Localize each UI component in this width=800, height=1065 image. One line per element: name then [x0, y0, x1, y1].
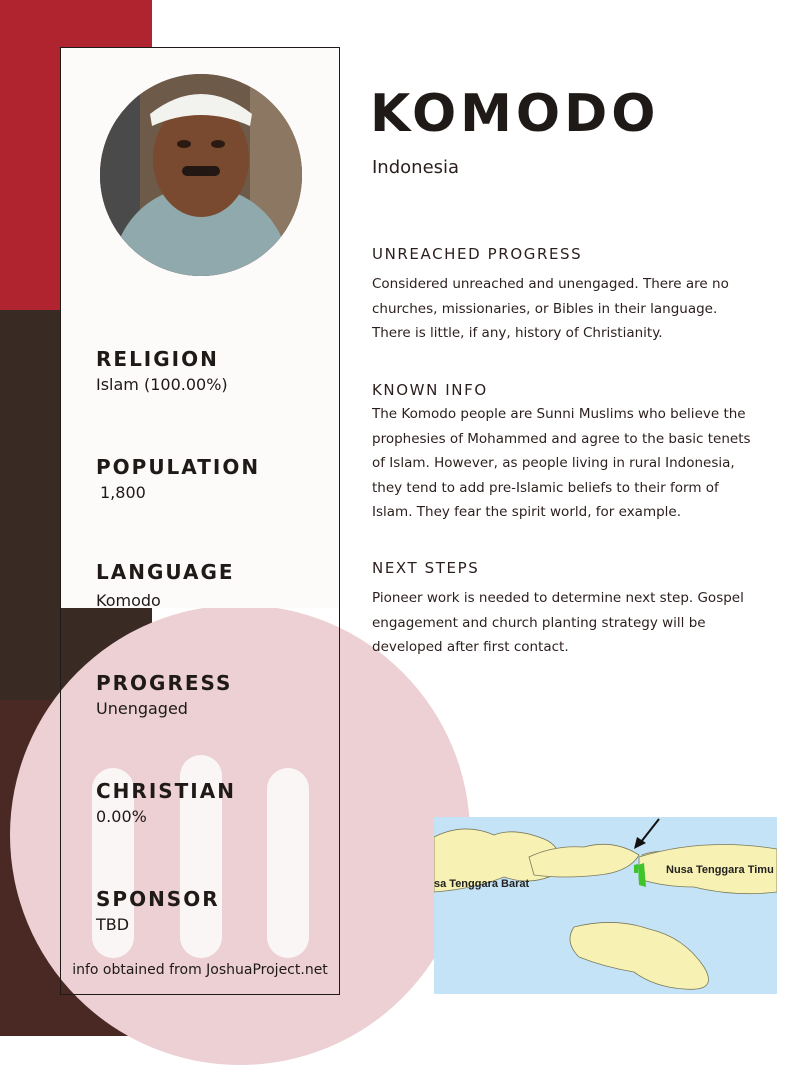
location-map	[434, 817, 777, 994]
language-label: LANGUAGE	[96, 560, 235, 584]
portrait-photo	[100, 74, 302, 276]
progress-label: PROGRESS	[96, 671, 233, 695]
sponsor-label: SPONSOR	[96, 887, 220, 911]
unreached-progress-text: Considered unreached and unengaged. There are no churches, missionaries, or Bibles in their language. There is little, if any, history of Christianity.	[372, 276, 729, 341]
page-title: KOMODO	[370, 84, 660, 144]
known-info-heading: KNOWN INFO	[372, 381, 488, 399]
religion-label: RELIGION	[96, 347, 219, 371]
sponsor-value: TBD	[96, 915, 130, 934]
christian-label: CHRISTIAN	[96, 779, 236, 803]
next-steps-heading: NEXT STEPS	[372, 559, 480, 577]
map-label-east: Nusa Tenggara Timu	[666, 864, 774, 876]
language-value: Komodo	[96, 591, 161, 610]
country-subtitle: Indonesia	[372, 157, 460, 178]
religion-value: Islam (100.00%)	[96, 375, 228, 394]
population-label: POPULATION	[96, 455, 261, 479]
population-value: 1,800	[100, 483, 146, 502]
source-credit: info obtained from JoshuaProject.net	[72, 962, 328, 978]
unreached-progress-heading: UNREACHED PROGRESS	[372, 245, 583, 263]
christian-value: 0.00%	[96, 807, 147, 826]
progress-value: Unengaged	[96, 699, 188, 718]
next-steps-text: Pioneer work is needed to determine next step. Gospel engagement and church planting strategy will be developed after first contact.	[372, 590, 744, 655]
map-label-west: sa Tenggara Barat	[434, 878, 530, 890]
known-info-text: The Komodo people are Sunni Muslims who believe the prophesies of Mohammed and agree to the basic tenets of Islam. However, as people living in rural Indonesia, they tend to add pre-Islamic beliefs to their form of Islam. They fear the spirit world, for example.	[372, 406, 751, 520]
